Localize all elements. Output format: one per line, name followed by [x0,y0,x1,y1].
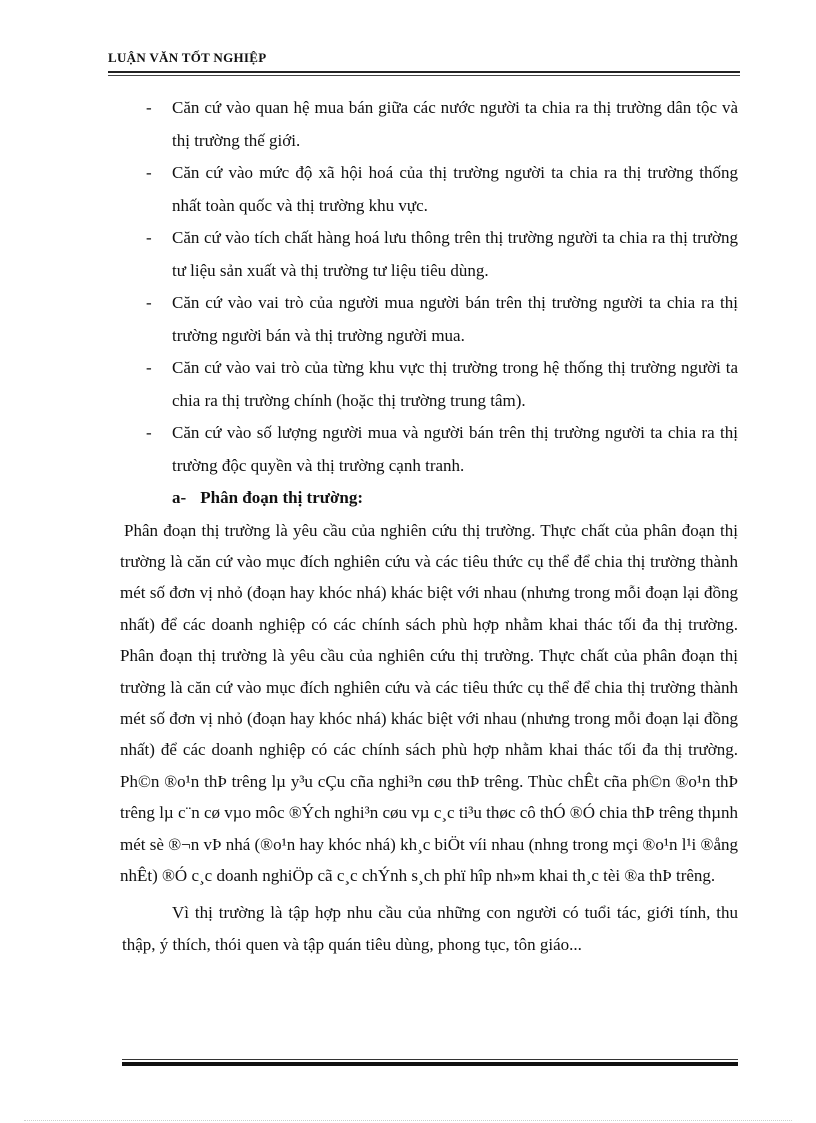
body-paragraph: Phân đoạn thị trường là yêu cầu của nghiên cứu thị trường. Thực chất của phân đoạn thị trường là căn cứ vào mục đích nghiên cứu và các tiêu thức cụ thể để chia thị trường thành mét số đơn vị nhỏ (đoạn hay khóc nhá) khác biệt với nhau (nhưng trong mỗi đoạn lại đồng nhất) để các doanh nghiệp có các chính sách phù hợp nhằm khai thác tối đa thị trường. Phân đoạn thị trường là yêu cầu của nghiên cứu thị trường. Thực chất của phân đoạn thị trường là căn cứ vào mục đích nghiên cứu và các tiêu thức cụ thể để chia thị trường thành mét số đơn vị nhỏ (đoạn hay khóc nhá) khác biệt với nhau (nhưng trong mỗi đoạn lại đồng nhất) để các doanh nghiệp có các chính sách phù hợp nhằm khai thác tối đa thị trường. Ph©n ®o¹n thÞ trêng lµ y³u cÇu cña nghi³n cøu thÞ trêng. Thùc chÊt cña ph©n ®o¹n thÞ trêng lµ c¨n cø vµo môc ®Ých nghi³n cøu vµ c¸c ti³u thøc cô thÓ ®Ó chia thÞ trêng thµnh mét sè ®¬n vÞ nhá (®o¹n hay khóc nhá) kh¸c biÖt víi nhau (nhng trong mçi ®o¹n l¹i ®ång nhÊt) ®Ó c¸c doanh nghiÖp cã c¸c chÝnh s¸ch phï hîp nh»m khai th¸c tèi ®a thÞ trêng. [120,520,738,885]
page-edge-dots [24,1120,792,1121]
bullet-dash: - [146,163,152,182]
footer-rule-thick [122,1062,738,1066]
bullet-item [122,417,738,482]
bullet-item [122,287,738,352]
bullet-dash: - [146,228,152,247]
bullet-item [122,352,738,417]
bullet-text: Căn cứ vào vai trò của từng khu vực thị trường trong hệ thống thị trường người ta chia ra thị trường chính (hoặc thị trường trung tâm). [172,358,738,410]
bullet-item [122,157,738,222]
bullet-item [122,92,738,157]
body-paragraph: Vì thị trường là tập hợp nhu cầu của những con người có tuổi tác, giới tính, thu thập, ý thích, thói quen và tập quán tiêu dùng, phong tục, tôn giáo... [122,903,738,955]
bullet-dash: - [146,293,152,312]
bullet-text: Căn cứ vào số lượng người mua và người bán trên thị trường người ta chia ra thị trường độc quyền và thị trường cạnh tranh. [172,423,738,475]
page-content [122,92,738,961]
document-header: LUẬN VĂN TỐT NGHIỆP [108,50,267,65]
footer-rule-thin [122,1059,738,1060]
section-number: a- [172,488,187,507]
bullet-text: Căn cứ vào mức độ xã hội hoá của thị trường người ta chia ra thị trường thống nhất toàn quốc và thị trường khu vực. [172,163,738,215]
header-rule-thin [108,75,740,76]
header-rule-thick [108,71,740,73]
bullet-dash: - [146,358,152,377]
bullet-dash: - [146,423,152,442]
bullet-text: Căn cứ vào quan hệ mua bán giữa các nước người ta chia ra thị trường dân tộc và thị trường thế giới. [172,98,738,150]
section-title: Phân đoạn thị trường: [200,488,363,507]
bullet-item [122,222,738,287]
bullet-text: Căn cứ vào tích chất hàng hoá lưu thông trên thị trường người ta chia ra thị trường tư liệu sản xuất và thị trường tư liệu tiêu dùng. [172,228,738,280]
bullet-dash: - [146,98,152,117]
bullet-text: Căn cứ vào vai trò của người mua người bán trên thị trường người ta chia ra thị trường người bán và thị trường người mua. [172,293,738,345]
section-heading [122,482,738,515]
